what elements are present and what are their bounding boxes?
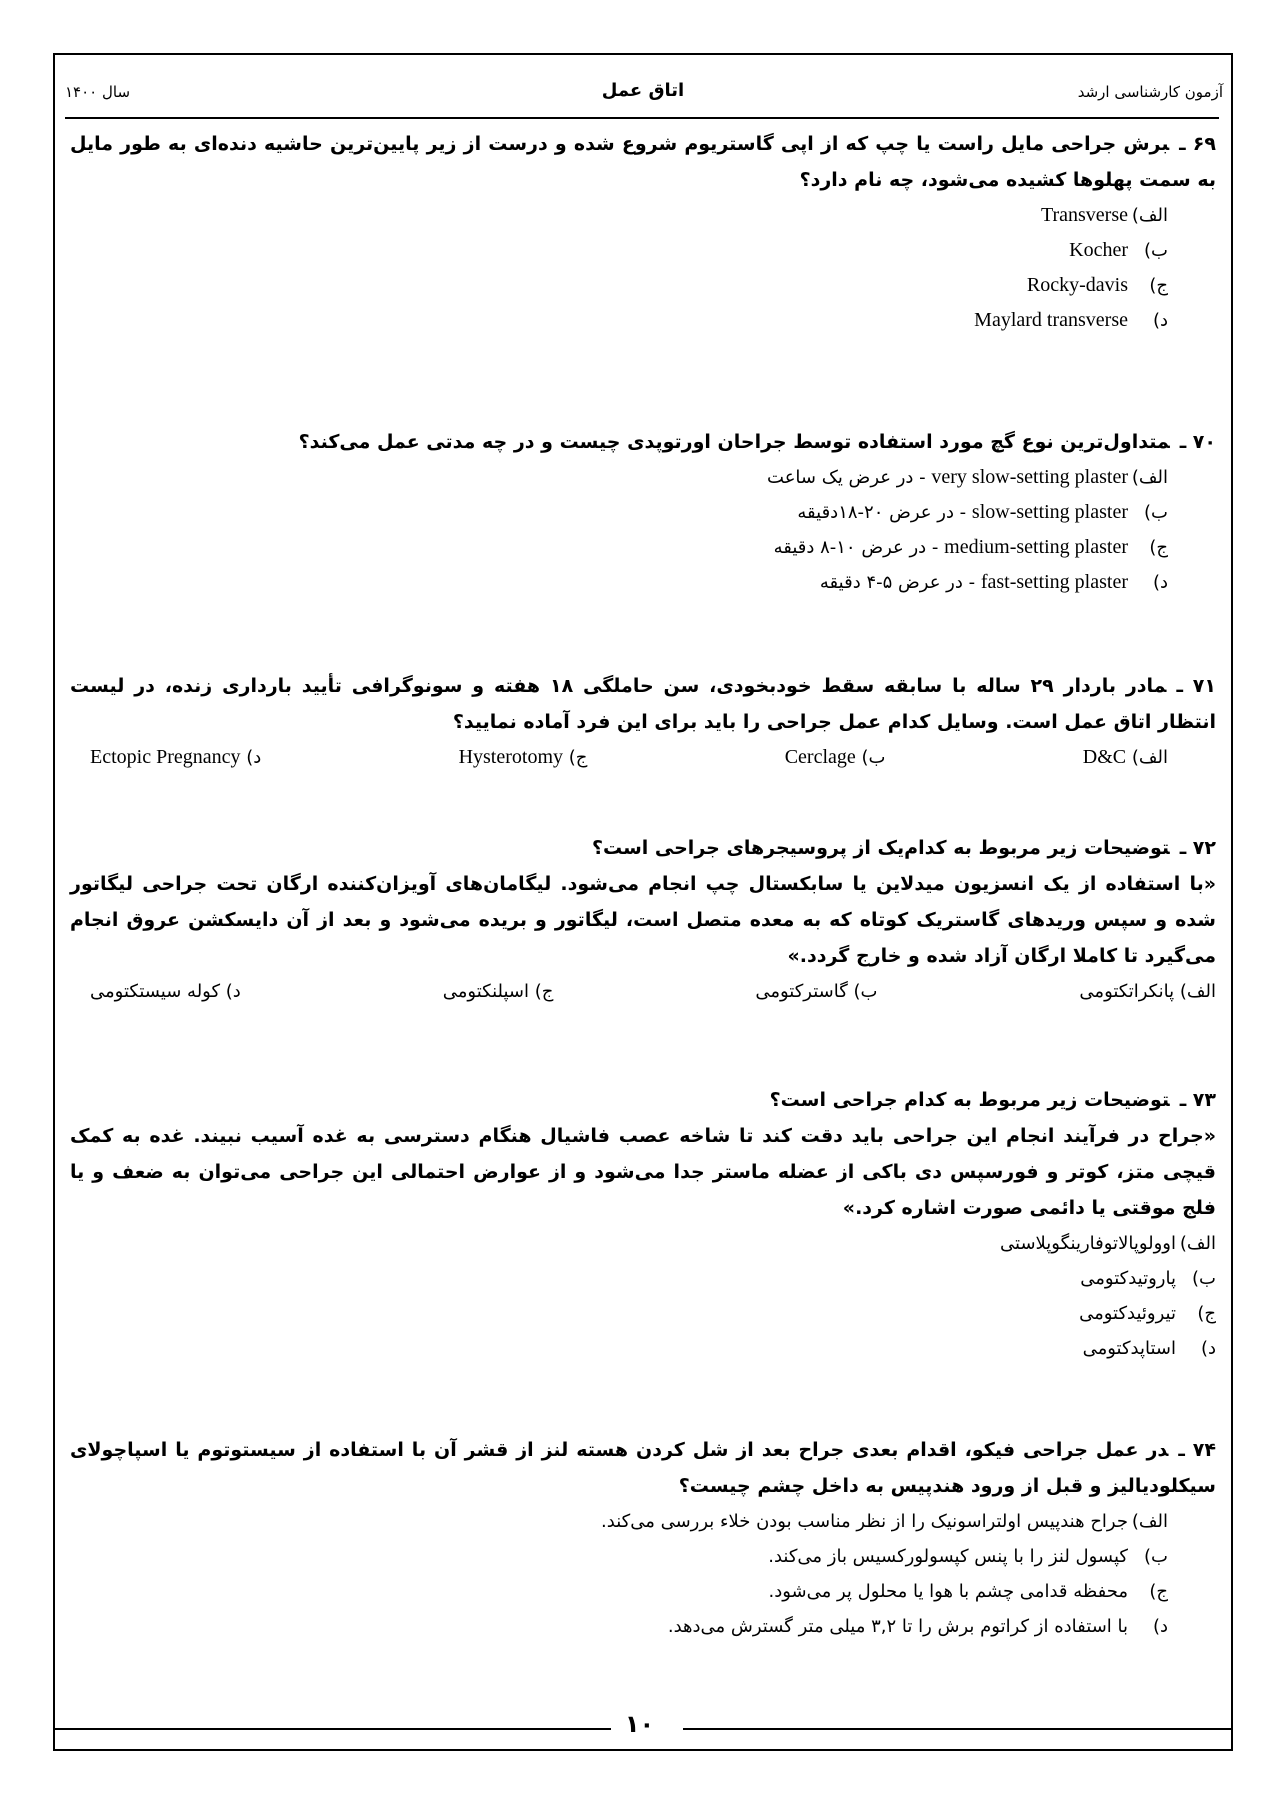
option-a: الف)Transverse [1040,204,1168,226]
header-divider [65,117,1219,119]
question-passage: «جراح در فرآیند انجام این جراحی باید دقت کند تا شاخه عصب فاشیال هنگام دسترسی به غده آسیب نبیند. غده به کمک قیچی متز، کوتر و فورسپس دی باکی از عضله ماستر جدا می‌شود و از عوارض احتمالی این جراحی می‌توان به ضعف و یا فلج موقتی یا دائمی صورت اشاره کرد.» [70,1125,1216,1219]
question-number: ۷۰ ـ [1179,431,1216,453]
question-number: ۶۹ ـ [1179,133,1216,155]
options-list [70,1504,1168,1644]
option-c: ج)محفظه قدامی چشم با هوا یا محلول پر می‌شود. [768,1581,1168,1602]
option-d: د) کوله سیستکتومی [90,981,241,1002]
option-c: ج)Rocky-davis [1026,274,1168,296]
question-73 [70,1082,1216,1366]
option-b: ب) گاسترکتومی [755,981,878,1002]
option-d: د)fast-setting plaster - در عرض ۵-۴ دقیقه [819,571,1168,593]
option-c: ج)medium-setting plaster - در عرض ۱۰-۸ دقیقه [773,536,1168,558]
subject-title: اتاق عمل [601,80,685,101]
option-b: ب)کپسول لنز را با پنس کپسولورکسیس باز می‌کند. [768,1546,1168,1567]
option-a: الف)جراح هندپیس اولتراسونیک را از نظر مناسب بودن خلاء بررسی می‌کند. [601,1511,1168,1532]
question-70 [70,424,1216,600]
question-number: ۷۴ ـ [1178,1439,1216,1461]
option-a: الف)اوولوپالاتوفارینگوپلاستی [1000,1233,1216,1254]
option-d: د)استاپدکتومی [1082,1338,1216,1359]
page-number: ۱۰ [0,1710,1279,1738]
question-stem: برش جراحی مایل راست یا چپ که از اپی گاستریوم شروع شده و درست از زیر پایین‌ترین حاشیه دنده‌ای به طور مایل به سمت پهلوها کشیده می‌شود، چه نام دارد؟ [70,133,1216,191]
option-c: ج) اسپلنکتومی [442,981,554,1002]
question-stem: توضیحات زیر مربوط به کدام جراحی است؟ [769,1089,1170,1111]
option-c: ج)تیروئیدکتومی [1079,1303,1216,1324]
question-stem: توضیحات زیر مربوط به کدام‌یک از پروسیجرهای جراحی است؟ [591,837,1170,859]
options-row [70,740,1168,775]
option-a: الف)very slow-setting plaster - در عرض یک ساعت [767,466,1168,488]
options-list [70,198,1168,338]
option-d: د)Maylard transverse [974,309,1168,331]
option-d: د) Ectopic Pregnancy [90,746,262,768]
page-header [53,75,1233,115]
question-74 [70,1432,1216,1644]
option-b: ب)پاروتیدکتومی [1080,1268,1216,1289]
exam-title: آزمون کارشناسی ارشد [1077,83,1223,101]
options-row [70,974,1216,1009]
option-a: الف) D&C [1082,746,1168,768]
question-72 [70,830,1216,1009]
question-number: ۷۱ ـ [1176,675,1216,697]
question-stem: مادر باردار ۲۹ ساله با سابقه سقط خودبخودی، سن حاملگی ۱۸ هفته و سونوگرافی تأیید بارداری زنده، در لیست انتظار اتاق عمل است. وسایل کدام عمل جراحی را باید برای این فرد آماده نمایید؟ [70,675,1216,733]
question-69 [70,126,1216,338]
options-list [70,1226,1216,1366]
option-c: ج) Hysterotomy [458,746,588,768]
question-stem: در عمل جراحی فیکو، اقدام بعدی جراح بعد از شل کردن هسته لنز از قشر آن با استفاده از سیستوتوم یا اسپاچولای سیکلودیالیز و قبل از ورود هندپیس به داخل چشم چیست؟ [70,1439,1216,1497]
option-b: ب)slow-setting plaster - در عرض ۲۰-۱۸دقیقه [797,501,1168,523]
option-b: ب)Kocher [1069,239,1168,261]
option-d: د)با استفاده از کراتوم برش را تا ۳,۲ میلی متر گسترش می‌دهد. [667,1616,1168,1637]
option-b: ب) Cerclage [784,746,886,768]
question-stem: متداول‌ترین نوع گچ مورد استفاده توسط جراحان اورتوپدی چیست و در چه مدتی عمل می‌کند؟ [298,431,1170,453]
question-number: ۷۳ ـ [1179,1089,1216,1111]
option-a: الف) پانکراتکتومی [1079,981,1216,1002]
question-number: ۷۲ ـ [1179,837,1216,859]
question-passage: «با استفاده از یک انسزیون میدلاین یا سابکستال چپ انجام می‌شود. لیگامان‌های آویزان‌کننده ارگان تحت جراحی لیگاتور شده و سپس وریدهای گاستریک کوتاه که به معده متصل است، لیگاتور و بریده می‌شود و بعد از آن دایسکشن عروق انجام می‌گیرد تا کاملا ارگان آزاد شده و خارج گردد.» [70,873,1216,967]
options-list [70,460,1168,600]
exam-year: سال ۱۴۰۰ [65,83,131,101]
question-71 [70,668,1216,775]
